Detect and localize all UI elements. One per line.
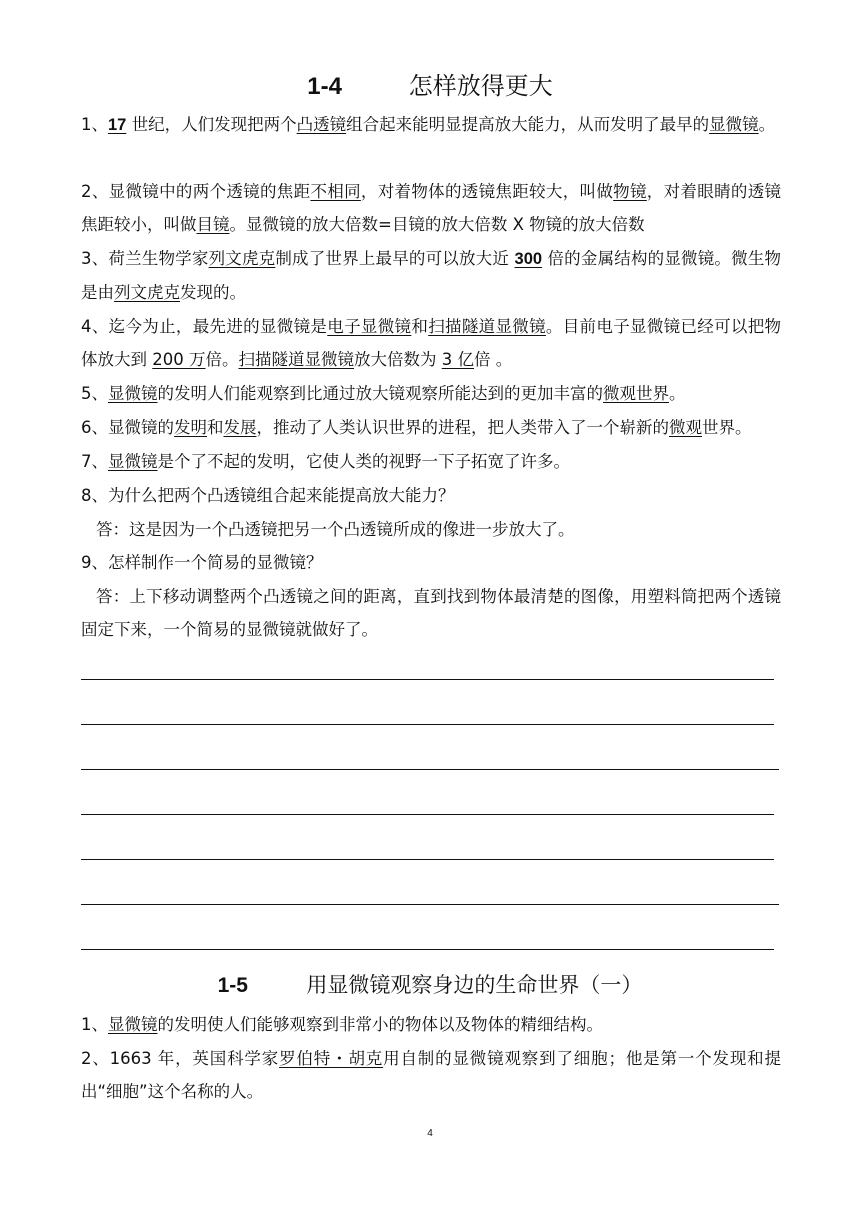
text-run: 倍 。: [474, 350, 513, 369]
underlined-term: 发明: [174, 418, 207, 437]
underlined-term: 显微镜: [108, 452, 158, 471]
text-run: 。: [758, 115, 776, 134]
underlined-term: 300: [514, 250, 543, 268]
underlined-term: 17: [108, 116, 127, 134]
text-run: 倍。: [205, 350, 239, 369]
text-run: 。: [669, 384, 686, 403]
text-run: 5、: [81, 384, 108, 403]
text-run: 1、: [81, 1015, 108, 1034]
answer-line: [81, 679, 774, 680]
paragraph: [81, 175, 781, 241]
text-run: 世界。: [702, 418, 752, 437]
text-run: 3、荷兰生物学家: [81, 249, 209, 268]
text-run: 发现的。: [180, 283, 246, 302]
text-run: 放大倍数为: [354, 350, 442, 369]
underlined-term: 显微镜: [709, 115, 759, 134]
paragraph: [81, 108, 781, 142]
text-run: 9、怎样制作一个简易的显微镜？: [81, 553, 323, 572]
underlined-term: 不相同: [310, 182, 361, 201]
answer-line: [81, 769, 779, 770]
underlined-term: 物镜: [613, 182, 647, 201]
underlined-term: 3 亿: [441, 350, 474, 369]
section-number: 1-5: [217, 974, 248, 997]
underlined-term: 微观: [669, 418, 702, 437]
text-run: 倍的金属结构的显微镜。微生物是由: [81, 249, 782, 302]
text-run: 。显微镜的放大倍数=目镜的放大倍数 X 物镜的放大倍数: [229, 215, 645, 234]
underlined-term: 显微镜: [108, 384, 158, 403]
answer-line: [81, 859, 774, 860]
text-run: 1、: [81, 115, 108, 134]
answer: [81, 580, 781, 646]
underlined-term: 发展: [223, 418, 257, 437]
text-run: 8、为什么把两个凸透镜组合起来能提高放大能力？: [81, 486, 455, 505]
section-heading: 怎样放得更大: [408, 72, 553, 100]
text-run: 世纪，人们发现把两个: [126, 115, 297, 134]
underlined-term: 罗伯特・胡克: [279, 1049, 384, 1068]
answer: [81, 513, 781, 546]
text-run: 2、显微镜中的两个透镜的焦距: [81, 182, 311, 201]
section-title-1-5: [0, 969, 860, 999]
section-title-1-4: [0, 66, 860, 101]
text-run: 的发明使人们能够观察到非常小的物体以及物体的精细结构。: [157, 1015, 603, 1034]
text-run: 是个了不起的发明，它使人类的视野一下子拓宽了许多。: [157, 452, 570, 471]
underlined-term: 显微镜: [108, 1015, 158, 1034]
text-run: 。目前电子显微镜已经可以把物体放大到: [81, 317, 782, 369]
underlined-term: 扫描隧道显微镜: [238, 350, 354, 369]
text-run: ，推动了人类认识世界的进程，把人类带入了一个崭新的: [256, 418, 669, 437]
paragraph: [81, 411, 781, 444]
underlined-term: 凸透镜: [296, 115, 347, 134]
underlined-term: 扫描隧道显微镜: [428, 317, 546, 336]
answer-line: [81, 724, 774, 725]
page-number: 4: [427, 1128, 433, 1139]
answer-line: [81, 949, 774, 950]
underlined-term: 列文虎克: [114, 283, 180, 302]
text-run: 和: [411, 317, 429, 336]
text-run: ，对着物体的透镜焦距较大，叫做: [360, 182, 614, 201]
text-run: 4、迄今为止，最先进的显微镜是: [81, 317, 328, 336]
text-run: 组合起来能明显提高放大能力，从而发明了最早的: [346, 115, 710, 134]
paragraph: [81, 310, 781, 376]
paragraph: [81, 242, 781, 309]
paragraph: [81, 377, 781, 410]
answer-line: [81, 814, 774, 815]
text-run: 的发明人们能观察到比通过放大镜观察所能达到的更加丰富的: [157, 384, 603, 403]
underlined-term: 目镜: [196, 215, 230, 234]
text-run: 2、1663 年，英国科学家: [81, 1049, 280, 1068]
paragraph: [81, 445, 781, 478]
text-run: 答：这是因为一个凸透镜把另一个凸透镜所成的像进一步放大了。: [96, 520, 575, 539]
underlined-term: 200 万: [152, 350, 206, 369]
text-run: 用自制的显微镜观察到了细胞；他是第一个发现和提出“细胞”这个名称的人。: [81, 1049, 781, 1101]
underlined-term: 微观世界: [603, 384, 669, 403]
underlined-term: 列文虎克: [208, 249, 276, 268]
question: [81, 546, 781, 579]
section-number: 1-4: [307, 73, 342, 100]
text-run: 7、: [81, 452, 108, 471]
underlined-term: 电子显微镜: [327, 317, 412, 336]
answer-line: [81, 904, 779, 905]
paragraph: [81, 1042, 781, 1108]
text-run: ，对着眼睛的透镜焦距较小，叫做: [81, 182, 782, 234]
paragraph: [81, 1008, 781, 1041]
question: [81, 479, 781, 512]
section-heading: 用显微镜观察身边的生命世界（一）: [306, 973, 643, 997]
text-run: 6、显微镜的: [81, 418, 174, 437]
text-run: 和: [207, 418, 224, 437]
text-run: 答：上下移动调整两个凸透镜之间的距离，直到找到物体最清楚的图像，用塑料筒把两个透镜固定下来，一个简易的显微镜就做好了。: [81, 587, 781, 639]
text-run: 制成了世界上最早的可以放大近: [275, 249, 515, 268]
